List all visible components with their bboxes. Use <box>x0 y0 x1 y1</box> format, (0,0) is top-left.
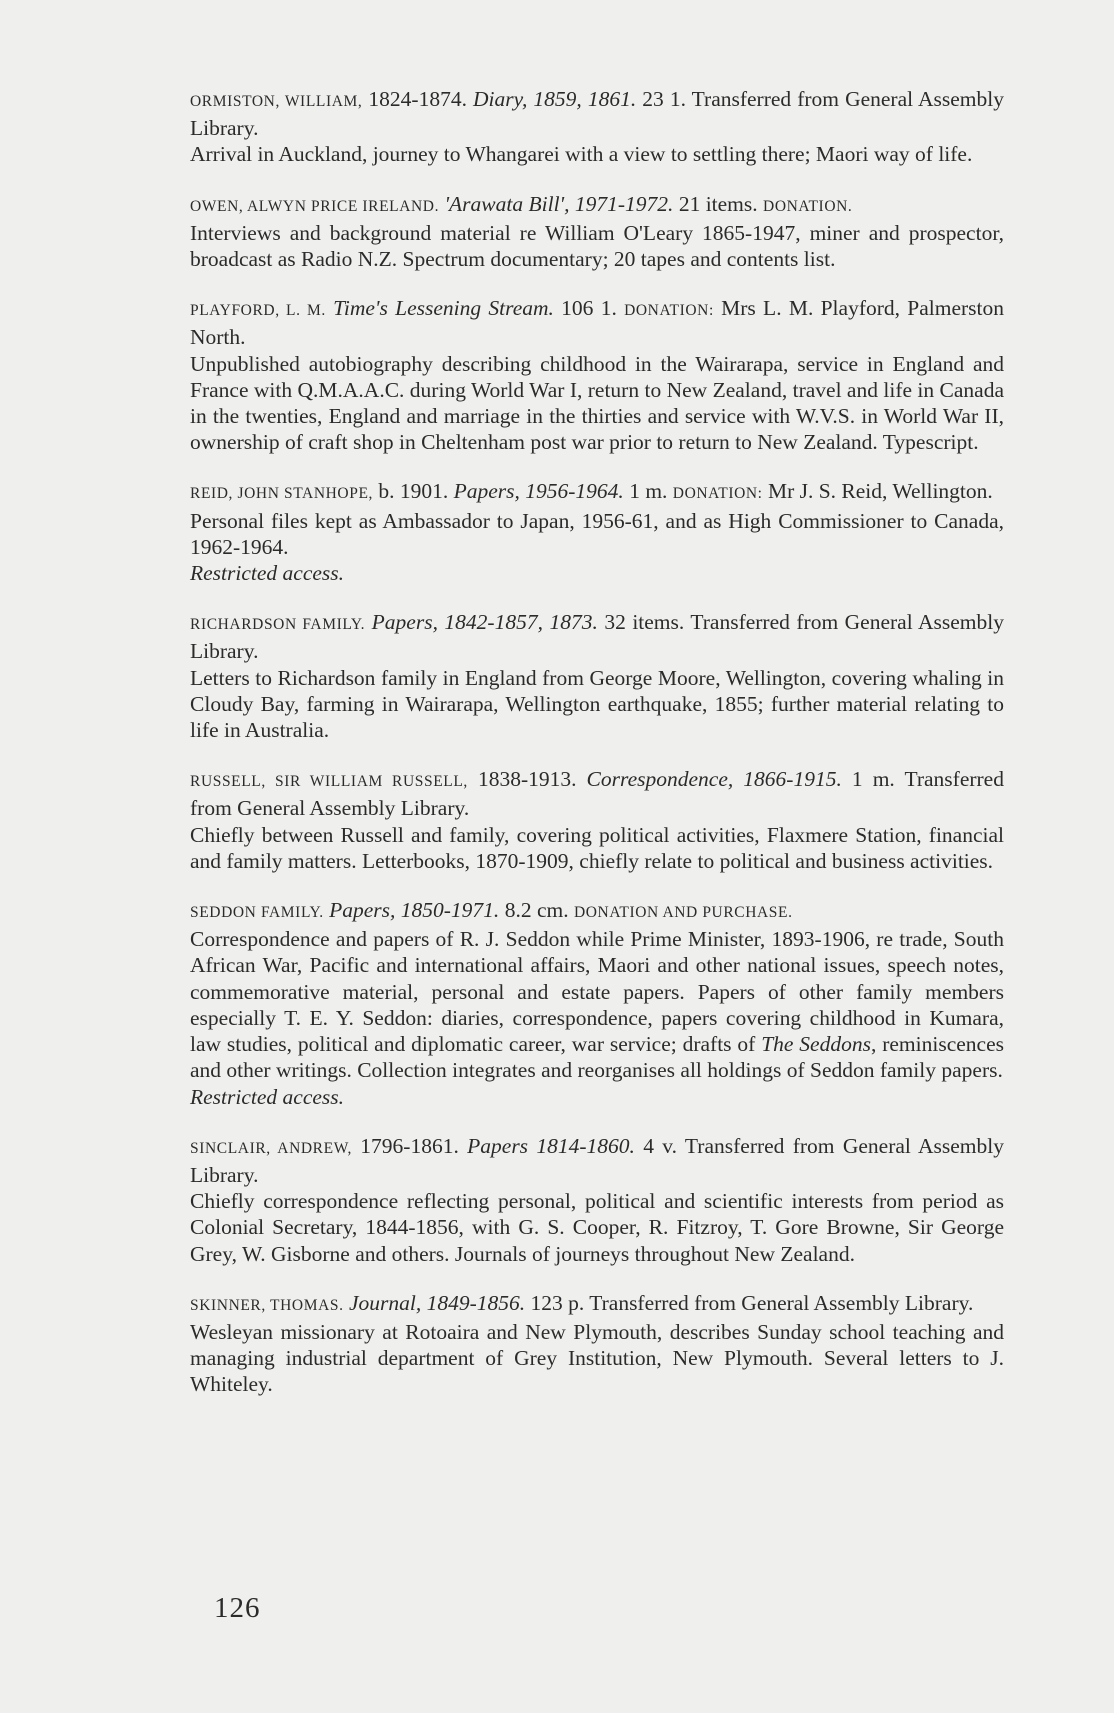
entry-heading <box>190 1290 1004 1319</box>
entry-description: Personal files kept as Ambassador to Japan, 1956-61, and as High Commissioner to Canada, 1962-1964. <box>190 508 1004 559</box>
entry-source: DONATION AND PURCHASE. <box>573 904 793 922</box>
restricted-access-note: Restricted access. <box>190 1084 345 1109</box>
entry-description: Interviews and background material re William O'Leary 1865-1947, miner and prospector, broadcast as Radio N.Z. Spectrum documentary; 20 tapes and contents list. <box>190 220 1004 272</box>
entry-title: Diary, 1859, 1861. <box>473 87 637 111</box>
entry-heading <box>190 1133 1004 1188</box>
catalogue-entry-seddon <box>190 897 1004 1110</box>
page-number: 126 <box>214 1592 261 1624</box>
restricted-access-note: Restricted access. <box>190 561 345 586</box>
entry-title: Papers, 1842-1857, 1873. <box>371 610 598 635</box>
entry-title: Papers, 1956-1964. <box>453 479 624 504</box>
entry-title: 'Arawata Bill', 1971-1972. <box>444 191 674 216</box>
entry-heading <box>190 897 1004 926</box>
entry-dates: 1824-1874. <box>362 87 474 111</box>
entry-name: OWEN, ALWYN PRICE IRELAND. <box>190 197 440 215</box>
catalogue-entry-reid <box>190 478 1004 586</box>
entry-donor: Mr J. S. Reid, Wellington. <box>762 479 993 504</box>
entry-name: RICHARDSON FAMILY. <box>190 616 366 634</box>
entry-source: DONATION: <box>672 485 763 503</box>
entry-extent: 1 m. <box>623 479 673 504</box>
entry-dates: b. 1901. <box>372 479 454 504</box>
entry-title: Papers, 1850-1971. <box>329 898 500 923</box>
entry-source: DONATION. <box>763 197 853 215</box>
entry-donor: Mrs L. M. Playford, Palmerston North. <box>190 296 1005 350</box>
entry-dates <box>326 296 333 320</box>
catalogue-entry-skinner <box>190 1290 1004 1398</box>
entry-name: REID, JOHN STANHOPE, <box>190 485 373 503</box>
entry-description-text: Correspondence and papers of R. J. Seddon while Prime Minister, 1893-1906, re trade, South African War, Pacific and international affairs, Maori and other national issues, speech notes, commemorative material, personal and estate papers. Papers of other family members especially T. E. Y. Seddon: diaries, correspondence, papers covering childhood in Kumara, law studies, political and diplomatic career, war service; drafts of <box>190 927 1004 1057</box>
entry-description: Chiefly between Russell and family, covering political activities, Flaxmere Station, financial and family matters. Letterbooks, 1870-1909, chiefly relate to political and business activities. <box>190 822 1004 873</box>
catalogue-entry-owen <box>190 191 1004 273</box>
entry-extent: 4 v. Transferred from General Assembly Library. <box>190 1133 1004 1187</box>
entry-heading <box>190 191 1004 220</box>
entry-description: Wesleyan missionary at Rotoaira and New Plymouth, describes Sunday school teaching and managing industrial department of Grey Institution, New Plymouth. Several letters to J. Whiteley. <box>190 1319 1004 1397</box>
entry-description-title: The Seddons <box>761 1032 871 1057</box>
entry-description-text: , reminiscences and other writings. Collection integrates and reorganises all holdings of Seddon family papers. <box>190 1032 1004 1083</box>
entry-heading <box>190 295 1004 350</box>
entry-name: SEDDON FAMILY. <box>190 904 324 922</box>
entry-extent: 1 m. Transferred from General Assembly Library. <box>190 767 1004 821</box>
entry-extent: 123 p. Transferred from General Assembly Library. <box>525 1290 974 1315</box>
catalogue-entry-sinclair <box>190 1133 1004 1267</box>
entry-heading <box>190 609 1004 664</box>
entry-name: ORMISTON, WILLIAM, <box>190 93 363 110</box>
entry-extent: 32 items. Transferred from General Assembly Library. <box>190 610 1004 664</box>
catalogue-entry-richardson <box>190 609 1004 743</box>
catalogue-entry-playford <box>190 295 1004 455</box>
entry-dates: 1838-1913. <box>467 767 587 792</box>
entry-name: SKINNER, THOMAS. <box>190 1296 344 1314</box>
entry-title: Journal, 1849-1856. <box>348 1290 526 1315</box>
entry-description: Letters to Richardson family in England from George Moore, Wellington, covering whaling in Cloudy Bay, farming in Wairarapa, Wellington earthquake, 1855; further material relating to life in Australia. <box>190 665 1004 743</box>
entry-heading <box>190 766 1004 821</box>
entry-extent: 106 1. <box>553 296 625 321</box>
entry-extent: 21 items. <box>673 191 764 216</box>
entry-title: Papers 1814-1860. <box>467 1133 635 1158</box>
entry-extent: 23 1. Transferred from General Assembly Library. <box>190 87 1004 141</box>
entry-heading <box>190 86 1004 141</box>
entry-name: PLAYFORD, L. M. <box>190 302 326 320</box>
entry-description <box>190 926 1004 1083</box>
catalogue-entry-russell <box>190 766 1004 874</box>
entry-name: RUSSELL, SIR WILLIAM RUSSELL, <box>190 773 468 791</box>
entry-source: DONATION: <box>624 302 714 320</box>
entry-description: Arrival in Auckland, journey to Whangarei with a view to settling there; Maori way of life. <box>190 142 973 167</box>
entry-title: Correspondence, 1866-1915. <box>586 767 842 792</box>
entry-title: Time's Lessening Stream. <box>333 296 554 321</box>
entry-heading <box>190 478 1004 507</box>
catalogue-entries <box>190 86 1004 1421</box>
entry-description: Unpublished autobiography describing childhood in the Wairarapa, service in England and France with Q.M.A.A.C. during World War I, return to New Zealand, travel and life in Canada in the twenties, England and marriage in the thirties and service with W.V.S. in World War II, ownership of craft shop in Cheltenham post war prior to return to New Zealand. Typescript. <box>190 351 1004 455</box>
entry-description: Chiefly correspondence reflecting personal, political and scientific interests from period as Colonial Secretary, 1844-1856, with G. S. Cooper, R. Fitzroy, T. Gore Browne, Sir George Grey, W. Gisborne and others. Journals of journeys throughout New Zealand. <box>190 1189 1004 1266</box>
entry-extent: 8.2 cm. <box>499 898 574 923</box>
entry-dates: 1796-1861. <box>351 1133 468 1158</box>
catalogue-entry-ormiston <box>190 86 1004 168</box>
entry-name: SINCLAIR, ANDREW, <box>190 1139 352 1157</box>
